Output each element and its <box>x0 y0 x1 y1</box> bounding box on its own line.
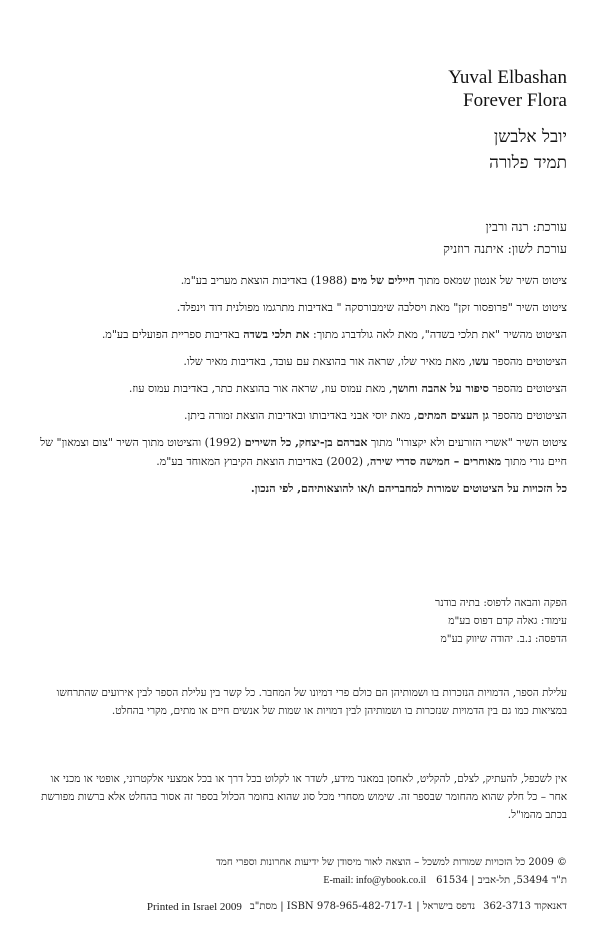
fiction-disclaimer: עלילת הספר, הדמויות הנזכרות בו ושמותיהן הם כולם פרי דמיונו של המחבר. כל קשר בין עלילת הספר לבין אירועים שהתרחשו במציאות כמו גם בין הדמויות שנזכרות בו ושמותיהן לבין דמויות או שמות של אנשים חיים או מתים, מקרי בהחלט. <box>56 687 567 717</box>
printing-line: הדפסה: נ.ב. יהודה שיווק בע"מ <box>440 633 567 645</box>
book-title-en: Forever Flora <box>463 90 567 111</box>
production-line: הפקה והבאה לדפוס: בתיה בודנר <box>435 597 567 609</box>
citation-item: ציטוט השיר "אשרי הזורעים ולא יקצורו" מתוך אברהם בן-יצחק, כל השירים (1992) והציטוט מתוך השיר "צום וצמאון" של חיים גורי מתוך מאוחרים – חמישה סדרי שירה, (2002) באדיבות הוצאת הקיבוץ המאוחד בע"מ. <box>40 436 567 468</box>
layout-line: עימוד: גאלה קדם דפוס בע"מ <box>448 615 567 627</box>
citation-item: הציטוט מהשיר "את תלכי בשדה", מאת לאה גולדברג מתוך: את תלכי בשדה באדיבות ספריית הפועלים בע"מ. <box>101 328 567 341</box>
book-title-he: תמיד פלורה <box>489 153 567 173</box>
citation-item: הציטוטים מהספר סיפור על אהבה וחושך, מאת עמוס עוז, שראה אור בהוצאת כתר, באדיבות עמוס עוז. <box>128 382 567 395</box>
english-title <box>267 66 567 112</box>
citation-item: ציטוט השיר של אנטון שמאס מתוך חיילים של מים (1988) באדיבות הוצאת מעריב בע"מ. <box>180 274 567 287</box>
copyright-warning: אין לשכפל, להעתיק, לצלם, להקליט, לאחסן במאגר מידע, לשדר או לקלוט בכל דרך או בכל אמצעי אלקטרוני, אופטי או מכני או אחר – כל חלק שהוא מהחומר שבספר זה. שימוש מסחרי מכל סוג שהוא בחומר הכלול בספר זה אסור בהחלט אלא ברשות מפורשת בכתב מהמו"ל. <box>41 773 567 821</box>
citation-item: ציטוט השיר "פרופסור זקן" מאת ויסלבה שימבורסקה " באדיבות מתרגמו מפולנית דוד וינפלד. <box>176 301 567 314</box>
footer-contact-line <box>27 872 567 890</box>
author-name-he: יובל אלבשן <box>493 127 567 147</box>
citation-item: הציטוטים מהספר עשו, מאת מאיר שלו, שראה אור בהוצאת עם עובד, באדיבות מאיר שלו. <box>183 355 567 368</box>
printed-in-israel: Printed in Israel 2009 <box>146 901 242 913</box>
isbn-he: נדפס בישראל | ISBN 978-965-482-717-1 | מסת"ב <box>249 901 476 912</box>
citations-block <box>37 271 567 498</box>
hebrew-title <box>267 124 567 176</box>
footer-copyright: © 2009 כל הזכויות שמורות למשכל – הוצאה לאור מיסודן של ידיעות אחרונות וספרי חמד <box>216 857 567 868</box>
production-credits <box>187 594 567 648</box>
author-name-en: Yuval Elbashan <box>448 67 567 88</box>
footer-email: E-mail: info@ybook.co.il <box>323 875 427 886</box>
footer-address: ת"ד 53494, תל-אביב | 61534 <box>436 875 567 886</box>
footer-isbn-line <box>27 898 567 916</box>
citation-item: הציטוטים מהספר גן העצים המתים, מאת יוסי אבני באדיבותו ובאדיבות הוצאת זמורה ביתן. <box>183 409 567 422</box>
rights-notice: כל הזכויות על הציטוטים שמורות למחבריהם ו/או להוצאותיהם, לפי הנכון. <box>250 482 567 495</box>
language-editor-credit: עורכת לשון: איתנה רוזניק <box>443 241 567 256</box>
editors-block <box>187 216 567 260</box>
editor-credit: עורכת: רנה ורבין <box>485 219 567 234</box>
catalog-code: דאנאקוד 362-3713 <box>483 901 567 912</box>
